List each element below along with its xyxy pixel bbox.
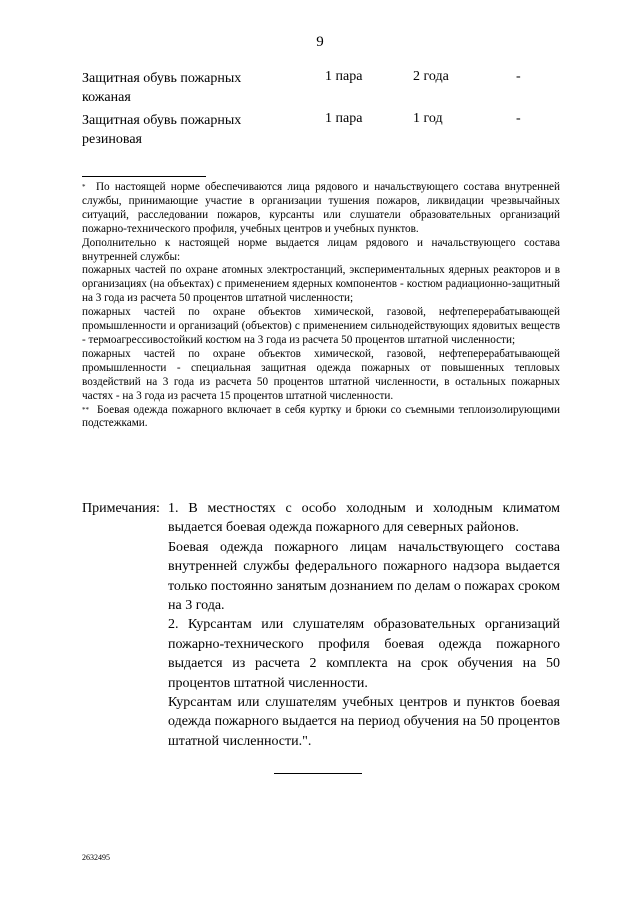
note-paragraph: Боевая одежда пожарного лицам начальствующего состава внутренней службы федерального пожарного надзора выдается только постоянно занятым дознанием по делам о пожарах сроком на 3 года. [168,539,560,614]
item-term: 2 года [413,69,449,84]
footnote-2 [82,404,560,432]
item-name: Защитная обувь пожарных кожаная [82,71,242,105]
item-quantity: 1 пара [325,69,363,84]
footnotes [82,181,560,431]
note-paragraph: 2. Курсантам или слушателям образовательных организаций пожарно-технического профиля боевая одежда пожарного выдается из расчета 2 комплекта на срок обучения на 50 процентов штатной численности. [168,617,560,691]
footnote-mark: ** [82,405,89,414]
item-quantity: 1 пара [325,111,363,126]
page-number: 9 [316,34,324,50]
table-row [82,111,552,155]
footnote-paragraph: пожарных частей по охране атомных электростанций, экспериментальных ядерных реакторов и в организациях (на объектах) с применением ядерных компонентов - костюм радиационно-защитный на 3 года из расчета 50 процентов штатной численности; [82,264,560,305]
notes-label: Примечания: [82,501,160,516]
table-row [82,69,552,113]
footnote-paragraph: Дополнительно к настоящей норме выдается лицам рядового и начальствующего состава внутренней службы: [82,236,560,263]
footnote-text: Боевая одежда пожарного включает в себя куртку и брюки со съемными теплоизолирующими подстежками. [82,403,561,430]
end-separator [274,773,362,774]
item-dash: - [516,69,521,84]
footnote-paragraph: пожарных частей по охране объектов химической, газовой, нефтеперерабатывающей промышленности - специальная защитная одежда пожарных от повышенных тепловых воздействий на 3 года из расчета 50 процентов штатной численности, в остальных пожарных частях - на 3 года из расчета 15 процентов штатной численности. [82,347,560,402]
notes-body [168,499,560,751]
note-paragraph: 1. В местностях с особо холодным и холодным климатом выдается боевая одежда пожарного для северных районов. [168,501,560,536]
footnote-paragraph: пожарных частей по охране объектов химической, газовой, нефтеперерабатывающей промышленности и организаций (объектов) с применением сильнодействующих ядовитых веществ - термоагрессивостойкий костюм на 3 года из расчета 50 процентов штатной численности; [82,306,560,346]
note-paragraph: Курсантам или слушателям учебных центров и пунктов боевая одежда пожарного выдается на период обучения на 50 процентов штатной численности.". [168,695,560,749]
footnote-mark: * [82,183,86,191]
item-name: Защитная обувь пожарных резиновая [82,113,242,147]
item-dash: - [516,111,521,126]
document-number: 2632495 [82,853,110,862]
footnote-1 [82,181,560,237]
item-term: 1 год [413,111,443,126]
footnote-separator [82,176,206,177]
footnote-text: По настоящей норме обеспечиваются лица рядового и начальствующего состава внутренней службы, принимающие участие в организации тушения пожаров, ликвидации чрезвычайных ситуаций, расследовании пожаров, курсанты или слушатели образовательных организаций пожарно-технического профиля, учебных центров и учебных пунктов. [82,181,561,235]
